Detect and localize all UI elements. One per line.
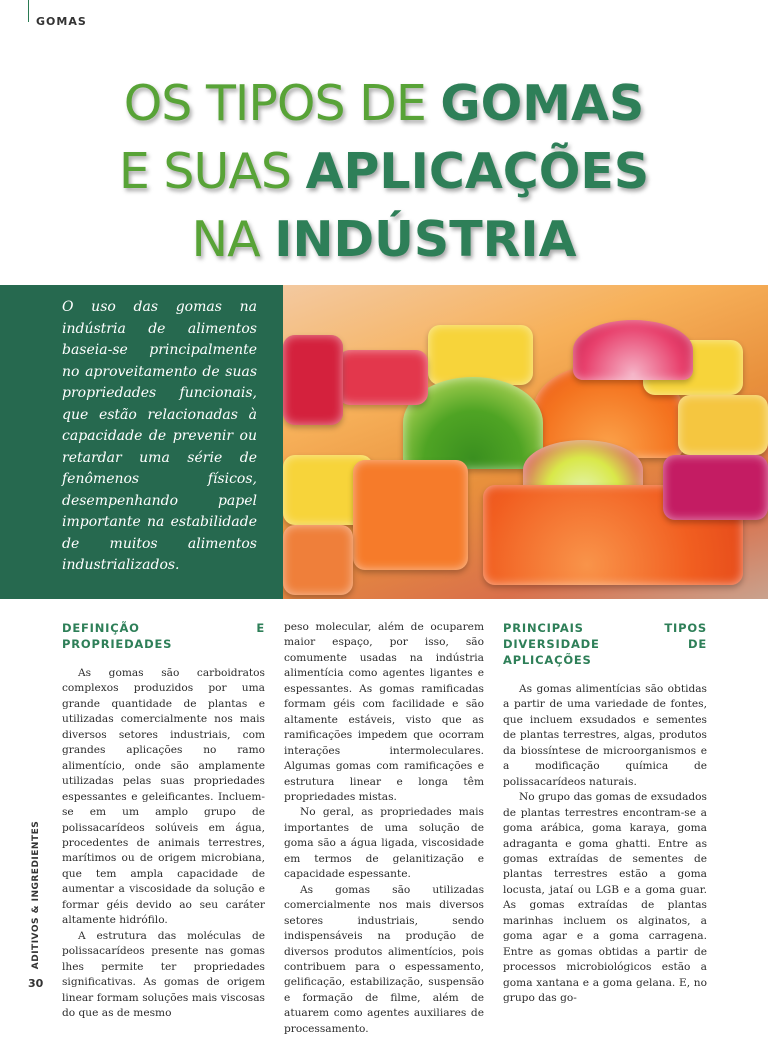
candy-piece (663, 455, 768, 520)
candy-photo (283, 285, 768, 599)
column-3 (503, 620, 707, 1007)
heading-principais-tipos: PRINCIPAIS TIPOS DIVERSIDADE DE APLICAÇÕES (503, 621, 707, 667)
title-line1-light: OS TIPOS DE (123, 75, 441, 132)
page-number: 30 (28, 977, 44, 990)
title-line3-light: NA (191, 211, 275, 268)
paragraph: As gomas alimentícias são obtidas a partir de uma variedade de fontes, que incluem exsudados e sementes de plantas terrestres, algas, produtos da biossíntese de microorganismos e a modificação química de polissacarídeos naturais. (503, 683, 707, 788)
paragraph: No geral, as propriedades mais importantes de uma solução de goma são a água ligada, viscosidade em termos de gelanitização e capacidade espessante. (284, 806, 484, 881)
paragraph: A estrutura das moléculas de polissacarídeos presente nas gomas lhes permite ter propriedades significativas. As gomas de origem linear formam soluções mais viscosas do que as de mesmo (62, 929, 265, 1019)
candy-piece (338, 350, 428, 405)
sidebar-label-text: ADITIVOS & INGREDIENTES (31, 820, 41, 970)
intro-text: O uso das gomas na indústria de alimentos baseia-se principalmente no aproveitamento de suas propriedades funcionais, que estão relacionadas à capacidade de prevenir ou retardar uma série de fenômenos físicos, desempenhando papel importante na estabilidade de muitos alimentos industrializados. (62, 299, 257, 573)
article-title (0, 70, 768, 274)
title-line2-bold: APLICAÇÕES (305, 143, 650, 200)
candy-piece (573, 320, 693, 380)
header-rule (28, 0, 29, 22)
sidebar-label (24, 820, 41, 974)
candy-piece (283, 335, 343, 425)
title-line3-bold: INDÚSTRIA (274, 211, 577, 268)
candy-piece (353, 460, 468, 570)
heading-definicao: DEFINIÇÃO E PROPRIEDADES (62, 621, 265, 651)
paragraph: As gomas são carboidratos complexos produzidos por uma grande quantidade de plantas e utilizadas comercialmente nos mais diversos setores industriais, com grandes aplicações no ramo alimentício, onde são amplamente utilizadas pelas suas propriedades espessantes e geleificantes. Incluem-se em um amplo grupo de polissacarídeos solúveis em água, procedentes de animais terrestres, marítimos ou de origem microbiana, que tem ampla capacidade de aumentar a viscosidade da solução e formar géis devido ao seu caráter altamente hidrófilo. (62, 667, 265, 927)
section-tag: GOMAS (36, 15, 87, 28)
column-2 (284, 620, 484, 1037)
paragraph: As gomas são utilizadas comercialmente nos mais diversos setores industriais, sendo indispensáveis na produção de diversos produtos alimentícios, pois contribuem para o espessamento, gelificação, estabilização, suspensão e formação de filme, além de atuarem como agentes auxiliares de processamento. (284, 883, 484, 1035)
candy-piece (678, 395, 768, 455)
paragraph: peso molecular, além de ocuparem maior espaço, por isso, são comumente usadas na indústria alimentícia como agentes ligantes e espessantes. As gomas ramificadas formam géis com facilidade e são altamente estáveis, visto que as ramificações impedem que ocorram interações intermoleculares. Algumas gomas com ramificações e estrutura linear e longa têm propriedades mistas. (284, 621, 484, 803)
title-line1-bold: GOMAS (440, 75, 645, 132)
title-line2-light: E SUAS (118, 143, 306, 200)
paragraph: No grupo das gomas de exsudados de plantas terrestres encontram-se a goma arábica, goma karaya, goma adraganta e goma ghatti. Entre as gomas extraídas de sementes de plantas terrestres estão a goma locusta, jataí ou LGB e a goma guar. As gomas extraídas de plantas marinhas incluem os alginatos, a goma agar e a goma carragena. Entre as gomas obtidas a partir de processos microbiológicos estão a goma xantana e a goma gelana. E, no grupo das go- (503, 791, 707, 1005)
column-1 (62, 620, 265, 1021)
candy-piece (283, 525, 353, 595)
candy-piece (428, 325, 533, 385)
